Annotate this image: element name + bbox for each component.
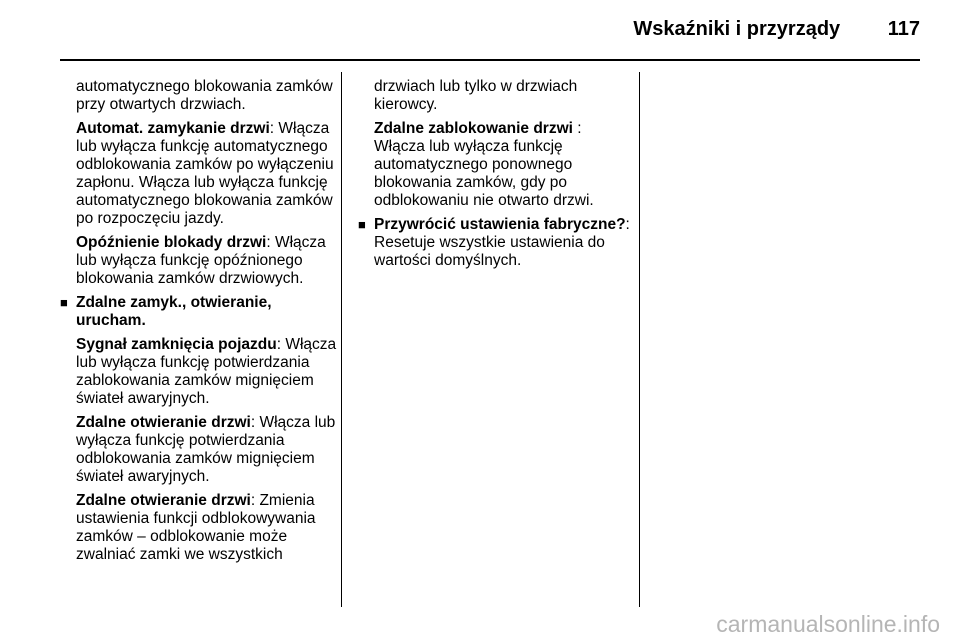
setting-description <box>76 414 338 486</box>
bullet-icon: ■ <box>358 217 366 232</box>
setting-name: Zdalne otwieranie drzwi <box>76 492 251 509</box>
setting-text: : Włącza lub wyłącza funkcję opóźnionego blokowania zamków drzwiowych. <box>76 234 326 287</box>
setting-name: Zdalne zablokowanie drzwi <box>374 120 573 137</box>
setting-description <box>76 234 338 288</box>
setting-text: : Włącza lub wyłącza funkcję automatycznego odblokowania zamków po wyłączeniu zapłonu. Włącza lub wyłącza funkcję automatycznego blokowania zamków po rozpoczęciu jazdy. <box>76 120 334 227</box>
text-column-left <box>60 78 338 570</box>
bullet-text: : Resetuje wszystkie ustawienia do wartości domyślnych. <box>374 216 630 269</box>
paragraph <box>374 78 636 114</box>
column-divider-2 <box>639 72 640 607</box>
setting-name: Automat. zamykanie drzwi <box>76 120 270 137</box>
setting-text: : Włącza lub wyłącza funkcję potwierdzania odblokowania zamków mignięciem świateł awaryjnych. <box>76 414 336 485</box>
setting-description <box>76 120 338 228</box>
paragraph-text: drzwiach lub tylko w drzwiach kierowcy. <box>374 78 578 113</box>
setting-name: Zdalne otwieranie drzwi <box>76 414 251 431</box>
bullet-item <box>60 294 338 330</box>
page-header <box>60 18 920 48</box>
header-rule <box>60 59 920 61</box>
setting-name: Opóźnienie blokady drzwi <box>76 234 267 251</box>
column-divider-1 <box>341 72 342 607</box>
paragraph <box>76 78 338 114</box>
setting-name: Sygnał zamknięcia pojazdu <box>76 336 277 353</box>
setting-text: : Zmienia ustawienia funkcji odblokowywania zamków – odblokowanie może zwalniać zamki we wszystkich <box>76 492 316 563</box>
setting-text: : Włącza lub wyłącza funkcję potwierdzania zablokowania zamków mignięciem świateł awaryjnych. <box>76 336 337 407</box>
watermark: carmanualsonline.info <box>716 611 940 637</box>
setting-description <box>76 336 338 408</box>
setting-description <box>374 120 636 210</box>
setting-description <box>76 492 338 564</box>
bullet-item <box>358 216 636 270</box>
header-title: Wskaźniki i przyrządy <box>633 18 841 40</box>
paragraph-text: automatycznego blokowania zamków przy otwartych drzwiach. <box>76 78 333 113</box>
page-number: 117 <box>887 18 920 40</box>
setting-text: : Włącza lub wyłącza funkcję automatycznego ponownego blokowania zamków, gdy po odblokowaniu nie otwarto drzwi. <box>374 120 594 209</box>
bullet-title: Zdalne zamyk., otwieranie, urucham. <box>76 294 272 329</box>
text-column-middle <box>358 78 636 276</box>
bullet-icon: ■ <box>60 295 68 310</box>
bullet-title: Przywrócić ustawienia fabryczne? <box>374 216 626 233</box>
